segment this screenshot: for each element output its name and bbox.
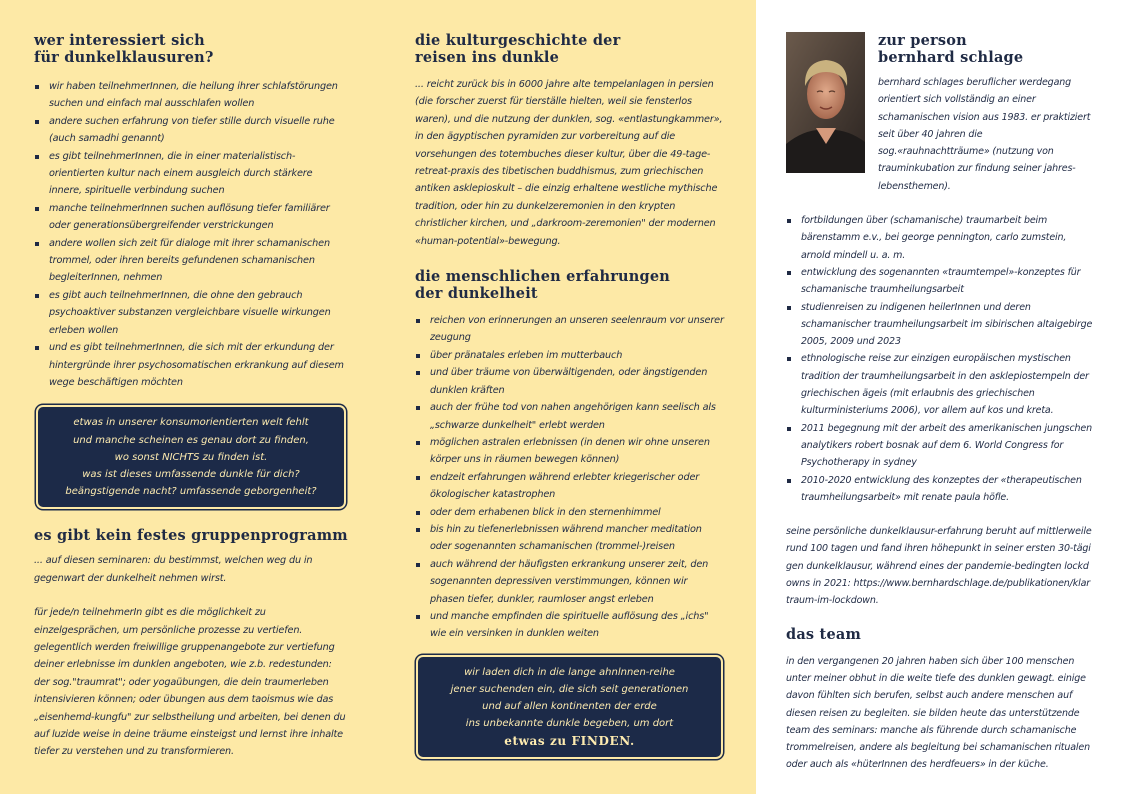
heading-about-person: zur person bernhard schlage xyxy=(878,32,1024,66)
team-text: in den vergangenen 20 jahren haben sich über 100 menschen unter meiner obhut in die weite tiefe des dunklen gewagt. einige davon fühlten sich berufen, selbst auch andere menschen auf diesen reisen zu begleiten. sie bilden heute das unterstützende team des seminars: manche als führende durch schamanische trommelreisen, andere als begleitung bei schamanischen ritualen oder auch als «hüterInnen des herdfeuers» in der küche. xyxy=(786,655,1090,771)
list-item: fortbildungen über (schamanische) traumarbeit beim bärenstamm e.v., bei george pennington, carlo zumstein, arnold mindell u. a. m. xyxy=(786,212,1093,264)
list-item: manche teilnehmerInnen suchen auflösung tiefer familiärer oder generationsübergreifender verstrickungen xyxy=(34,200,348,235)
callout-box-invitation xyxy=(416,655,723,759)
list-item: möglichen astralen erlebnissen (in denen wir ohne unseren körper uns in räumen bewegen können) xyxy=(415,434,724,469)
person-header xyxy=(878,32,1093,195)
person-intro: bernhard schlages beruflicher werdegang orientiert sich vollständig an einer schamanischen vision aus 1983. er praktiziert seit über 40 jahren die sog.«rauhnachtträume» (nutzung von trauminkubation zur findung seiner jahres-lebensthemen). xyxy=(878,77,1091,192)
list-item: über pränatales erleben im mutterbauch xyxy=(415,347,724,364)
list-item: auch der frühe tod von nahen angehörigen kann seelisch als „schwarze dunkelheit" erlebt werden xyxy=(415,399,724,434)
career-list xyxy=(786,212,1093,506)
portrait-image xyxy=(786,32,865,173)
experiences-list xyxy=(415,312,724,643)
program-intro: ... auf diesen seminaren: du bestimmst, welchen weg du in gegenwart der dunkelheit nehmen wirst. xyxy=(34,555,313,584)
heading-human-experiences: die menschlichen erfahrungen der dunkelheit xyxy=(415,268,671,303)
list-item: und manche empfinden die spirituelle auflösung des „ichs" wie ein versinken in dunklen weiten xyxy=(415,608,724,643)
callout-line: wo sonst NICHTS zu finden ist. xyxy=(114,451,268,463)
column-about xyxy=(756,0,1123,794)
list-item: es gibt auch teilnehmerInnen, die ohne den gebrauch psychoaktiver substanzen vergleichbare visuelle wirkungen erleben wollen xyxy=(34,287,348,339)
darkness-retreat-experience: seine persönliche dunkelklausur-erfahrung beruht auf mittlerweile rund 100 tagen und fand ihren höhepunkt in seiner ersten 30-tägigen dunkelklausur, während eines der pandemie-bedingten lockdowns in 2021: https://www.bernhardschlage.de/publikationen/klartraum-im-lockdown. xyxy=(786,526,1092,607)
heading-who-is-interested: wer interessiert sich für dunkelklausuren? xyxy=(34,32,214,66)
program-details: für jede/n teilnehmerIn gibt es die möglichkeit zu einzelgesprächen, um persönliche prozesse zu vertiefen. gelegentlich werden freiwillige gruppenangebote zur vertiefung deiner erlebnisse im dunklen angeboten, wie z.b. redestunden: der sog."traumrat"; oder yogaübungen, die dein traumerleben intensivieren können; oder übungen aus dem taoismus wie das „eisenhemd-kungfu" zur selbstheilung und arbeiten, bei denen du auf luzide weise in deine träume einsteigst und lernst ihre inhalte tiefer zu verstehen und zu transformieren. xyxy=(34,607,346,758)
history-text: ... reicht zurück bis in 6000 jahre alte tempelanlagen in persien (die forscher zuerst für tierställe hielten, weil sie fensterlos waren), und die nutzung der dunklen, sog. «entlastungkammer», in den ägyptischen pyramiden zur vorbereitung auf die vorsehungen des totembuches dieser kultur, über die 49-tage-retreat-praxis des tibetischen buddhismus, zum griechischen antiken asklepioskult – die einzig erhaltene westliche mythische tradition, oder hin zu dunkelzeremonien in den krypten christlicher kirchen, und „darkroom-zeremonien" der modernen «human-potential»-bewegung. xyxy=(415,79,723,247)
callout-line: ins unbekannte dunkle begeben, um dort xyxy=(465,718,674,730)
list-item: und es gibt teilnehmerInnen, die sich mit der erkundung der hintergründe ihrer psychosomatischen erkrankung auf diesem wege beschäftigen möchten xyxy=(34,339,348,391)
callout-line: wir laden dich in die lange ahnlnnen-reihe xyxy=(464,666,675,678)
portrait-photo xyxy=(786,32,865,173)
list-item: 2011 begegnung mit der arbeit des amerikanischen jungschen analytikers robert bosnak auf dem 6. World Congress for Psychotherapy in sydney xyxy=(786,420,1093,472)
column-audience xyxy=(0,0,378,794)
list-item: und über träume von überwältigenden, oder ängstigenden dunklen kräften xyxy=(415,364,724,399)
heading-team: das team xyxy=(786,625,862,643)
list-item: bis hin zu tiefenerlebnissen während mancher meditation oder sogenannten schamanischen (trommel-)reisen xyxy=(415,521,724,556)
list-item: andere wollen sich zeit für dialoge mit ihrer schamanischen trommel, oder ihren bereits gefundenen schamanischen begleiterInnen, nehmen xyxy=(34,235,348,287)
callout-line: beängstigende nacht? umfassende geborgenheit? xyxy=(65,486,317,498)
list-item: endzeit erfahrungen während erlebter kriegerischer oder ökologischer katastrophen xyxy=(415,469,724,504)
list-item: studienreisen zu indigenen heilerInnen und deren schamanischer traumheilungsarbeit im sibirischen altaigebirge 2005, 2009 und 2023 xyxy=(786,299,1093,351)
heading-no-fixed-program: es gibt kein festes gruppenprogramm xyxy=(34,527,348,545)
list-item: oder dem erhabenen blick in den sternenhimmel xyxy=(415,504,724,521)
callout-line: und manche scheinen es genau dort zu finden, xyxy=(73,434,309,446)
list-item: wir haben teilnehmerInnen, die heilung ihrer schlafstörungen suchen und einfach mal ausschlafen wollen xyxy=(34,78,348,113)
audience-list xyxy=(34,78,348,391)
callout-emphasis: etwas zu FINDEN. xyxy=(504,733,635,748)
callout-line: jener suchenden ein, die sich seit generationen xyxy=(450,683,689,695)
list-item: entwicklung des sogenannten «traumtempel»-konzeptes für schamanische traumheilungsarbeit xyxy=(786,264,1093,299)
callout-line: was ist dieses umfassende dunkle für dich? xyxy=(82,468,300,480)
list-item: andere suchen erfahrung von tiefer stille durch visuelle ruhe (auch samadhi genannt) xyxy=(34,113,348,148)
callout-box-consumer-world xyxy=(36,405,346,509)
column-history xyxy=(378,0,756,794)
list-item: auch während der häufigsten erkrankung unserer zeit, den sogenannten depressiven verstimmungen, können wir phasen tiefer, dunkler, raumloser angst erleben xyxy=(415,556,724,608)
callout-line: etwas in unserer konsumorientierten welt fehlt xyxy=(73,417,309,429)
list-item: reichen von erinnerungen an unseren seelenraum vor unserer zeugung xyxy=(415,312,724,347)
list-item: ethnologische reise zur einzigen europäischen mystischen tradition der traumheilungsarbeit in den asklepiostempeln der griechischen ägeis (mit erlaubnis des griechischen kulturministeriums 2006), vor allem auf kos und kreta. xyxy=(786,350,1093,419)
list-item: es gibt teilnehmerInnen, die in einer materialistisch-orientierten kultur nach einem ausgleich durch stärkere innere, spirituelle verbindung suchen xyxy=(34,148,348,200)
callout-line: und auf allen kontinenten der erde xyxy=(482,701,657,713)
heading-cultural-history: die kulturgeschichte der reisen ins dunkle xyxy=(415,32,621,66)
list-item: 2010-2020 entwicklung des konzeptes der «therapeutischen traumheilungsarbeit» mit renate paula höfle. xyxy=(786,472,1093,507)
